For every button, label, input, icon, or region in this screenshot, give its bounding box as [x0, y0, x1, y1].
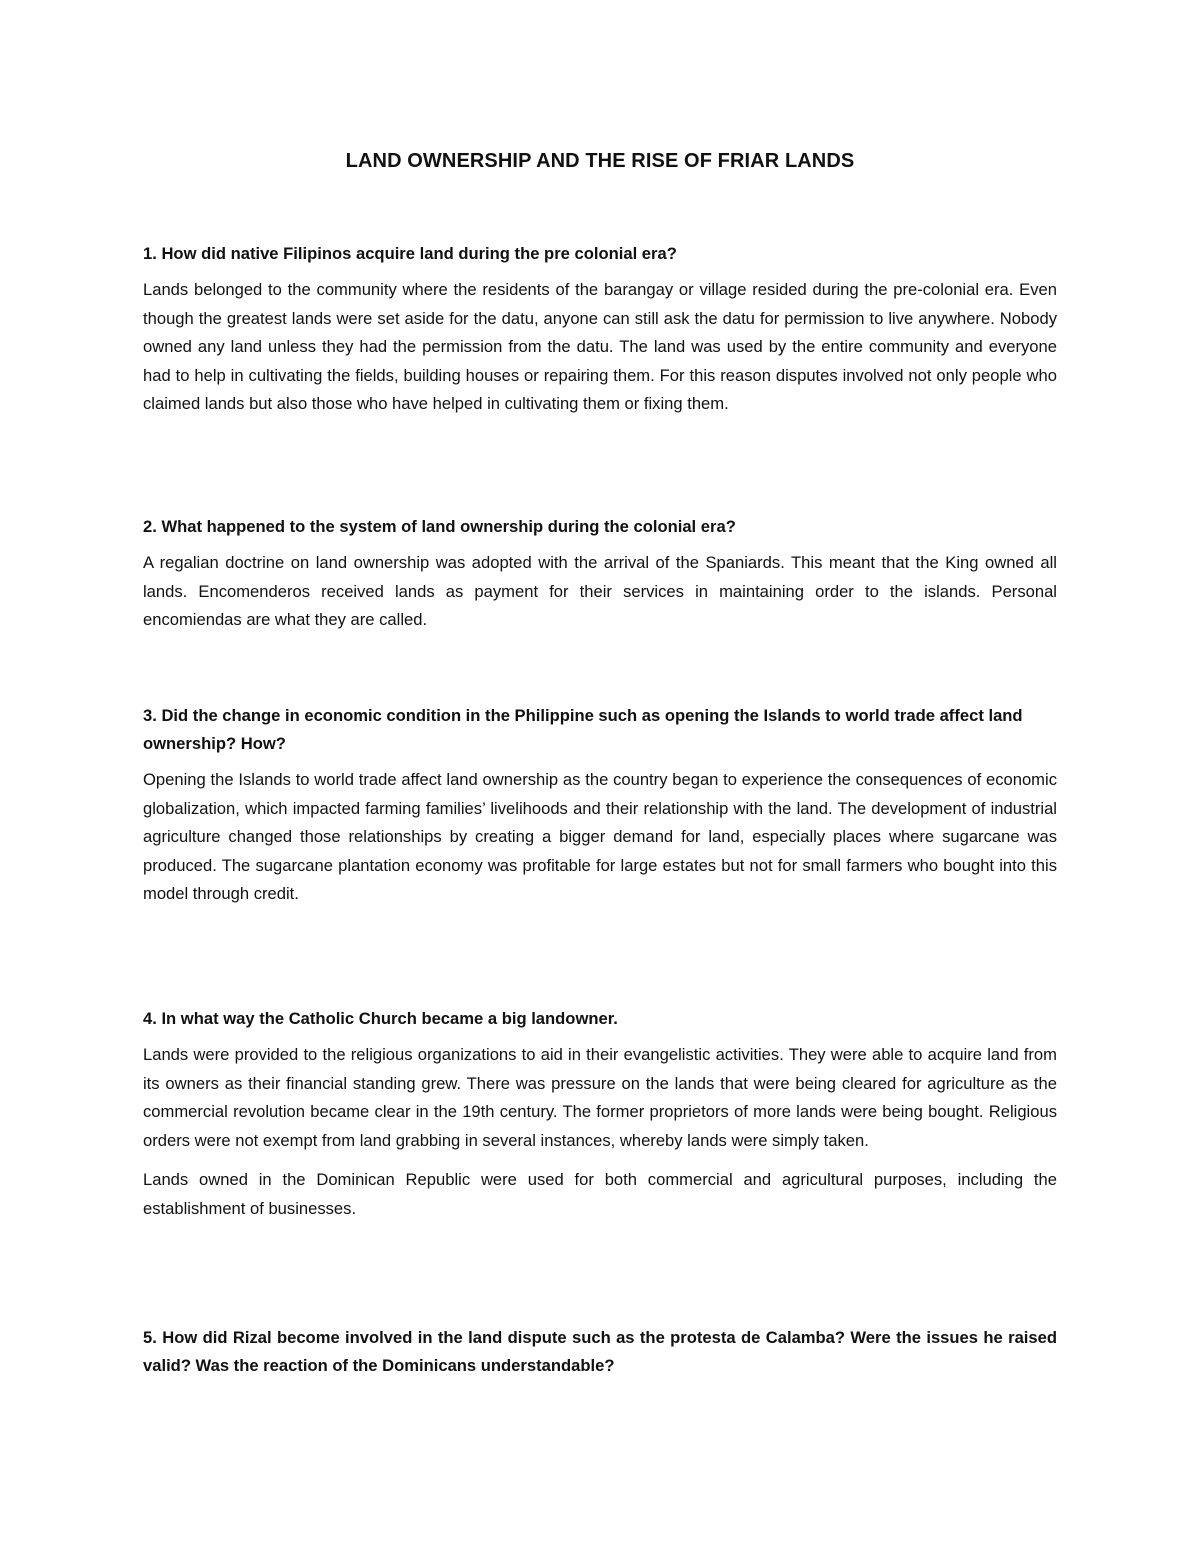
- section-5: [143, 1324, 1057, 1380]
- section-3: [143, 702, 1057, 909]
- question-1: 1. How did native Filipinos acquire land during the pre colonial era?: [143, 244, 677, 263]
- answer-4-paragraph-2: Lands owned in the Dominican Republic were used for both commercial and agricultural purposes, including the establishment of businesses.: [143, 1170, 1057, 1218]
- section-4: [143, 1005, 1057, 1224]
- question-3: 3. Did the change in economic condition in the Philippine such as opening the Islands to world trade affect land ownership? How?: [143, 706, 1023, 753]
- answer-2-paragraph-1: A regalian doctrine on land ownership was adopted with the arrival of the Spaniards. This meant that the King owned all lands. Encomenderos received lands as payment for their services in maintaining order to the islands. Personal encomiendas are what they are called.: [143, 553, 1057, 630]
- answer-4-paragraph-1: Lands were provided to the religious organizations to aid in their evangelistic activities. They were able to acquire land from its owners as their financial standing grew. There was pressure on the lands that were being cleared for agriculture as the commercial revolution became clear in the 19th century. The former proprietors of more lands were being bought. Religious orders were not exempt from land grabbing in several instances, whereby lands were simply taken.: [143, 1045, 1057, 1150]
- section-2: [143, 513, 1057, 635]
- answer-1-paragraph-1: Lands belonged to the community where the residents of the barangay or village resided during the pre-colonial era. Even though the greatest lands were set aside for the datu, anyone can still ask the datu for permission to live anywhere. Nobody owned any land unless they had the permission from the datu. The land was used by the entire community and everyone had to help in cultivating the fields, building houses or repairing them. For this reason disputes involved not only people who claimed lands but also those who have helped in cultivating them or fixing them.: [143, 280, 1057, 414]
- document-title: LAND OWNERSHIP AND THE RISE OF FRIAR LANDS: [345, 150, 855, 172]
- question-5: 5. How did Rizal become involved in the land dispute such as the protesta de Calamba? Were the issues he raised valid? Was the reaction of the Dominicans understandable?: [143, 1328, 1057, 1375]
- answer-3-paragraph-1: Opening the Islands to world trade affect land ownership as the country began to experience the consequences of economic globalization, which impacted farming families’ livelihoods and their relationship with the land. The development of industrial agriculture changed those relationships by creating a bigger demand for land, especially places where sugarcane was produced. The sugarcane plantation economy was profitable for large estates but not for small farmers who bought into this model through credit.: [143, 770, 1057, 904]
- section-1: [143, 240, 1057, 419]
- question-4: 4. In what way the Catholic Church became a big landowner.: [143, 1009, 618, 1028]
- question-2: 2. What happened to the system of land ownership during the colonial era?: [143, 517, 736, 536]
